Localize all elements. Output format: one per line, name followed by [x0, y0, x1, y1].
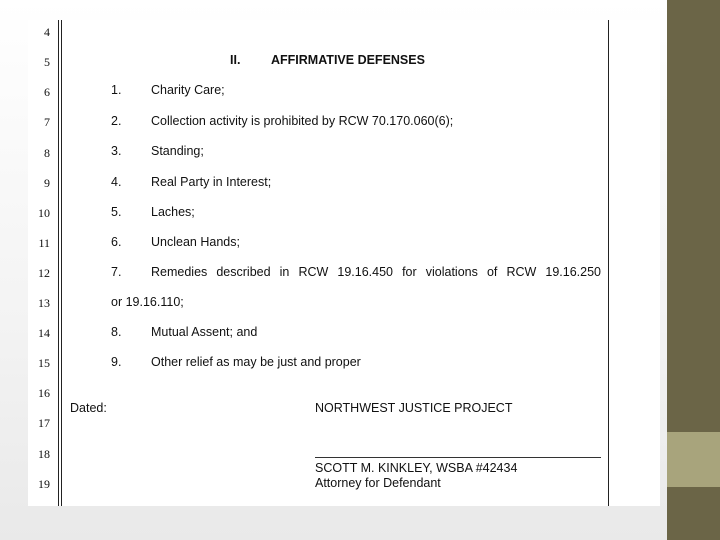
- defense-text: Real Party in Interest;: [151, 175, 272, 189]
- line-number: 16: [38, 386, 50, 400]
- left-margin-rule-inner: [61, 20, 62, 506]
- defense-number: 5.: [111, 205, 122, 219]
- line-number: 15: [38, 356, 50, 370]
- line-number: 10: [38, 206, 50, 220]
- defense-text: Remedies described in RCW 19.16.450 for violations of RCW 19.16.250: [151, 265, 601, 279]
- defense-number: 1.: [111, 83, 122, 97]
- defense-text: Laches;: [151, 205, 195, 219]
- line-number: 5: [44, 55, 50, 69]
- line-number: 11: [38, 236, 50, 250]
- defense-number: 3.: [111, 144, 122, 158]
- defense-number: 9.: [111, 355, 122, 369]
- line-number: 7: [44, 115, 50, 129]
- line-number: 19: [38, 477, 50, 491]
- line-number: 6: [44, 85, 50, 99]
- line-number: 18: [38, 447, 50, 461]
- pleading-document: [28, 20, 660, 506]
- section-number: II.: [230, 53, 241, 67]
- line-number: 17: [38, 416, 50, 430]
- attorney-role: Attorney for Defendant: [315, 476, 441, 490]
- slide-side-accent: [667, 432, 720, 487]
- line-number: 13: [38, 296, 50, 310]
- left-margin-rule: [58, 20, 59, 506]
- right-margin-rule: [608, 20, 609, 506]
- defense-text: Standing;: [151, 144, 204, 158]
- defense-number: 6.: [111, 235, 122, 249]
- line-number: 14: [38, 326, 50, 340]
- defense-text: Mutual Assent; and: [151, 325, 258, 339]
- defense-text: Charity Care;: [151, 83, 225, 97]
- defense-number: 8.: [111, 325, 122, 339]
- defense-text: Other relief as may be just and proper: [151, 355, 361, 369]
- defense-text: Collection activity is prohibited by RCW 70.170.060(6);: [151, 114, 454, 128]
- signature-line: [315, 457, 601, 458]
- line-number: 9: [44, 176, 50, 190]
- section-title: AFFIRMATIVE DEFENSES: [271, 53, 425, 67]
- defense-number: 4.: [111, 175, 122, 189]
- line-number: 4: [44, 25, 50, 39]
- defense-text: Unclean Hands;: [151, 235, 240, 249]
- attorney-name: SCOTT M. KINKLEY, WSBA #42434: [315, 461, 518, 475]
- line-number: 8: [44, 146, 50, 160]
- defense-number: 7.: [111, 265, 122, 279]
- line-number: 12: [38, 266, 50, 280]
- defense-number: 2.: [111, 114, 122, 128]
- defense-text-continuation: or 19.16.110;: [111, 295, 184, 309]
- dated-label: Dated:: [70, 401, 107, 415]
- organization-name: NORTHWEST JUSTICE PROJECT: [315, 401, 513, 415]
